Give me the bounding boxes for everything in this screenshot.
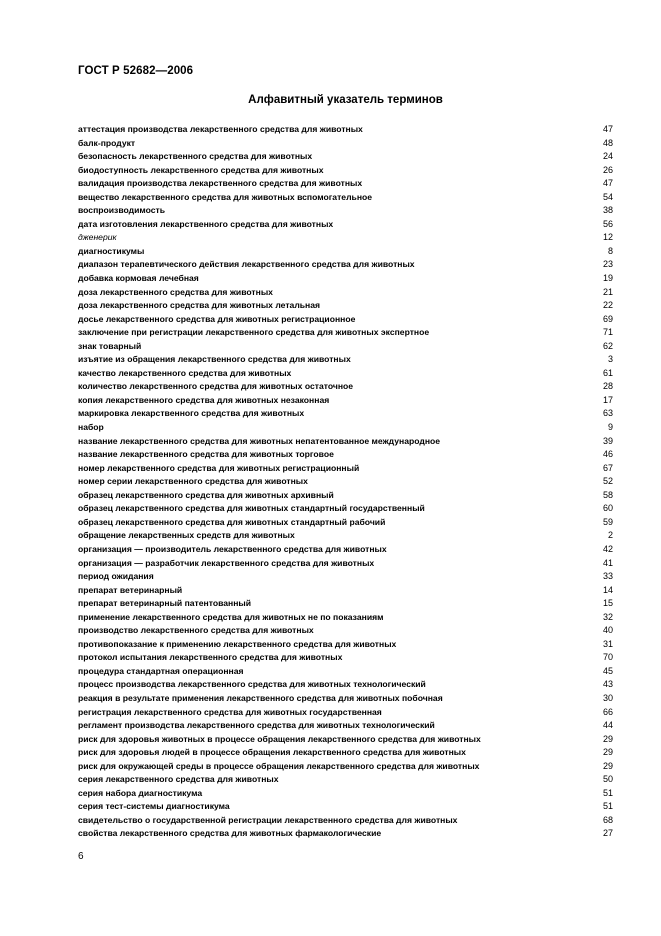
index-page-ref: 28 bbox=[602, 381, 613, 392]
index-term: регламент производства лекарственного средства для животных технологический bbox=[78, 720, 435, 731]
index-term: биодоступность лекарственного средства для животных bbox=[78, 164, 324, 175]
index-entry bbox=[78, 773, 613, 787]
index-entry bbox=[78, 543, 613, 557]
index-term: процедура стандартная операционная bbox=[78, 665, 244, 676]
index-entry bbox=[78, 123, 613, 137]
index-page-ref: 45 bbox=[602, 665, 613, 676]
index-page-ref: 33 bbox=[602, 571, 613, 582]
index-term: препарат ветеринарный патентованный bbox=[78, 598, 252, 609]
index-page-ref: 60 bbox=[602, 503, 613, 514]
index-term: знак товарный bbox=[78, 340, 142, 351]
index-page-ref: 19 bbox=[602, 273, 613, 284]
index-page-ref: 62 bbox=[602, 340, 613, 351]
index-term: серия набора диагностикума bbox=[78, 787, 203, 798]
index-page-ref: 17 bbox=[602, 394, 613, 405]
index-entry bbox=[78, 787, 613, 801]
index-page-ref: 54 bbox=[602, 191, 613, 202]
index-page-ref: 43 bbox=[602, 679, 613, 690]
index-page-ref: 41 bbox=[602, 557, 613, 568]
index-term: количество лекарственного средства для животных остаточное bbox=[78, 381, 354, 392]
index-page-ref: 52 bbox=[602, 476, 613, 487]
index-term: балк-продукт bbox=[78, 137, 136, 148]
index-term: образец лекарственного средства для животных стандартный рабочий bbox=[78, 516, 386, 527]
index-page-ref: 21 bbox=[602, 286, 613, 297]
index-entry bbox=[78, 489, 613, 503]
index-term: заключение при регистрации лекарственного средства для животных экспертное bbox=[78, 327, 430, 338]
index-term: аттестация производства лекарственного средства для животных bbox=[78, 124, 363, 134]
index-page-ref: 42 bbox=[602, 543, 613, 554]
index-entry bbox=[78, 326, 613, 340]
index-term: безопасность лекарственного средства для животных bbox=[78, 151, 313, 162]
index-entry bbox=[78, 299, 613, 313]
index-entry bbox=[78, 394, 613, 408]
index-entry bbox=[78, 286, 613, 300]
index-term: производство лекарственного средства для животных bbox=[78, 625, 314, 636]
index-page-ref: 51 bbox=[602, 801, 613, 812]
index-page-ref: 71 bbox=[602, 327, 613, 338]
index-entry bbox=[78, 164, 613, 178]
page-title: Алфавитный указатель терминов bbox=[248, 94, 443, 106]
index-entry bbox=[78, 611, 613, 625]
index-page-ref: 23 bbox=[602, 259, 613, 270]
index-term: доза лекарственного средства для животных bbox=[78, 286, 273, 297]
index-page-ref: 26 bbox=[602, 164, 613, 175]
index-term: препарат ветеринарный bbox=[78, 584, 183, 595]
index-entry bbox=[78, 191, 613, 205]
index-term: валидация производства лекарственного средства для животных bbox=[78, 178, 363, 189]
index-term: образец лекарственного средства для животных архивный bbox=[78, 489, 334, 500]
index-term: регистрация лекарственного средства для животных государственная bbox=[78, 706, 382, 717]
index-term: протокол испытания лекарственного средства для животных bbox=[78, 652, 343, 663]
index-term: дата изготовления лекарственного средства для животных bbox=[78, 218, 334, 229]
index-term: применение лекарственного средства для животных не по показаниям bbox=[78, 611, 384, 622]
index-entry bbox=[78, 706, 613, 720]
index-entry bbox=[78, 638, 613, 652]
index-page-ref: 48 bbox=[602, 137, 613, 148]
index-term: добавка кормовая лечебная bbox=[78, 273, 199, 284]
index-page-ref: 51 bbox=[602, 787, 613, 798]
index-entry bbox=[78, 719, 613, 733]
index-entry bbox=[78, 733, 613, 747]
index-entry bbox=[78, 340, 613, 354]
index-page-ref: 32 bbox=[602, 611, 613, 622]
index-entry bbox=[78, 665, 613, 679]
index-term: серия тест-системы диагностикума bbox=[78, 801, 230, 812]
index-entry bbox=[78, 380, 613, 394]
index-entry bbox=[78, 570, 613, 584]
index-term: риск для здоровья людей в процессе обращения лекарственного средства для животных bbox=[78, 747, 466, 758]
index-entry bbox=[78, 651, 613, 665]
index-page-ref: 69 bbox=[602, 313, 613, 324]
index-page-ref: 63 bbox=[602, 408, 613, 419]
index-term: свидетельство о государственной регистрации лекарственного средства для животных bbox=[78, 814, 458, 825]
index-term: название лекарственного средства для животных непатентованное международное bbox=[78, 435, 441, 446]
index-term: противопоказание к применению лекарственного средства для животных bbox=[78, 638, 397, 649]
index-term: изъятие из обращения лекарственного средства для животных bbox=[78, 354, 351, 365]
index-entry bbox=[78, 272, 613, 286]
index-page-ref: 61 bbox=[602, 367, 613, 378]
index-entry bbox=[78, 462, 613, 476]
index-page-ref: 44 bbox=[602, 720, 613, 731]
index-term: номер лекарственного средства для животных регистрационный bbox=[78, 462, 360, 473]
index-page-ref: 8 bbox=[607, 245, 613, 256]
index-entry bbox=[78, 692, 613, 706]
index-page-ref: 24 bbox=[602, 151, 613, 162]
index-entry bbox=[78, 678, 613, 692]
index-entry bbox=[78, 137, 613, 151]
index-term: период ожидания bbox=[78, 571, 154, 582]
document-header: ГОСТ Р 52682—2006 bbox=[78, 65, 194, 77]
index-term: доза лекарственного средства для животных летальная bbox=[78, 300, 321, 311]
index-entry bbox=[78, 218, 613, 232]
index-term: образец лекарственного средства для животных стандартный государственный bbox=[78, 503, 425, 514]
index-entry bbox=[78, 557, 613, 571]
index-term: риск для окружающей среды в процессе обращения лекарственного средства для животных bbox=[78, 760, 480, 771]
index-page-ref: 40 bbox=[602, 625, 613, 636]
index-entry bbox=[78, 313, 613, 327]
index-entry bbox=[78, 760, 613, 774]
index-entry bbox=[78, 584, 613, 598]
index-page-ref: 39 bbox=[602, 435, 613, 446]
index-page-ref: 3 bbox=[607, 354, 613, 365]
index-entry bbox=[78, 516, 613, 530]
index-entry bbox=[78, 800, 613, 814]
index-entry bbox=[78, 204, 613, 218]
index-entry bbox=[78, 475, 613, 489]
index-term: диапазон терапевтического действия лекарственного средства для животных bbox=[78, 259, 415, 270]
index-term: качество лекарственного средства для животных bbox=[78, 367, 292, 378]
index-page-ref: 29 bbox=[602, 747, 613, 758]
index-term: название лекарственного средства для животных торговое bbox=[78, 449, 334, 460]
index-term: процесс производства лекарственного средства для животных технологический bbox=[78, 679, 426, 690]
index-page-ref: 2 bbox=[607, 530, 613, 541]
index-page-ref: 50 bbox=[602, 774, 613, 785]
index-entry bbox=[78, 827, 613, 841]
page-number: 6 bbox=[78, 851, 84, 862]
index-page-ref: 59 bbox=[602, 516, 613, 527]
index-term: риск для здоровья животных в процессе обращения лекарственного средства для животных bbox=[78, 733, 481, 744]
index-entry bbox=[78, 814, 613, 828]
index-entry bbox=[78, 746, 613, 760]
index-page-ref: 70 bbox=[602, 652, 613, 663]
index-page-ref: 46 bbox=[602, 449, 613, 460]
index-entry bbox=[78, 367, 613, 381]
index-page-ref: 47 bbox=[602, 124, 613, 134]
index-entry bbox=[78, 502, 613, 516]
index-term: диагностикумы bbox=[78, 245, 145, 256]
index-term: организация — разработчик лекарственного средства для животных bbox=[78, 557, 375, 568]
index-entry bbox=[78, 177, 613, 191]
index-term: набор bbox=[78, 422, 104, 433]
index-entry bbox=[78, 245, 613, 259]
index-entry bbox=[78, 407, 613, 421]
index-page-ref: 22 bbox=[602, 300, 613, 311]
index-page-ref: 29 bbox=[602, 760, 613, 771]
index-entry bbox=[78, 353, 613, 367]
index-term: воспроизводимость bbox=[78, 205, 166, 216]
index-entry bbox=[78, 435, 613, 449]
index-term: досье лекарственного средства для животных регистрационное bbox=[78, 313, 356, 324]
index-entry bbox=[78, 529, 613, 543]
index-term: копия лекарственного средства для животных незаконная bbox=[78, 394, 330, 405]
index-term: организация — производитель лекарственного средства для животных bbox=[78, 543, 387, 554]
index-entry bbox=[78, 231, 613, 245]
index-entry bbox=[78, 624, 613, 638]
index-term: дженерик bbox=[78, 232, 117, 243]
index-page-ref: 67 bbox=[602, 462, 613, 473]
index-entry bbox=[78, 421, 613, 435]
index-page-ref: 27 bbox=[602, 828, 613, 839]
index-page-ref: 30 bbox=[602, 692, 613, 703]
index-term: номер серии лекарственного средства для животных bbox=[78, 476, 308, 487]
index-entry bbox=[78, 258, 613, 272]
index-page-ref: 66 bbox=[602, 706, 613, 717]
index-term: вещество лекарственного средства для животных вспомогательное bbox=[78, 191, 373, 202]
index-page-ref: 12 bbox=[602, 232, 613, 243]
index-entry bbox=[78, 448, 613, 462]
index-term: маркировка лекарственного средства для животных bbox=[78, 408, 305, 419]
index-page-ref: 14 bbox=[602, 584, 613, 595]
index-page-ref: 38 bbox=[602, 205, 613, 216]
index-term: реакция в результате применения лекарственного средства для животных побочная bbox=[78, 692, 443, 703]
index-page-ref: 47 bbox=[602, 178, 613, 189]
index-page-ref: 29 bbox=[602, 733, 613, 744]
index-entry bbox=[78, 150, 613, 164]
index-term: серия лекарственного средства для животных bbox=[78, 774, 279, 785]
index-term: свойства лекарственного средства для животных фармакологические bbox=[78, 828, 382, 839]
index-term: обращение лекарственных средств для животных bbox=[78, 530, 295, 541]
term-index-list bbox=[78, 123, 613, 841]
index-page-ref: 15 bbox=[602, 598, 613, 609]
index-page-ref: 56 bbox=[602, 218, 613, 229]
index-page-ref: 31 bbox=[602, 638, 613, 649]
index-page-ref: 68 bbox=[602, 814, 613, 825]
index-page-ref: 9 bbox=[607, 422, 613, 433]
index-entry bbox=[78, 597, 613, 611]
index-page-ref: 58 bbox=[602, 489, 613, 500]
